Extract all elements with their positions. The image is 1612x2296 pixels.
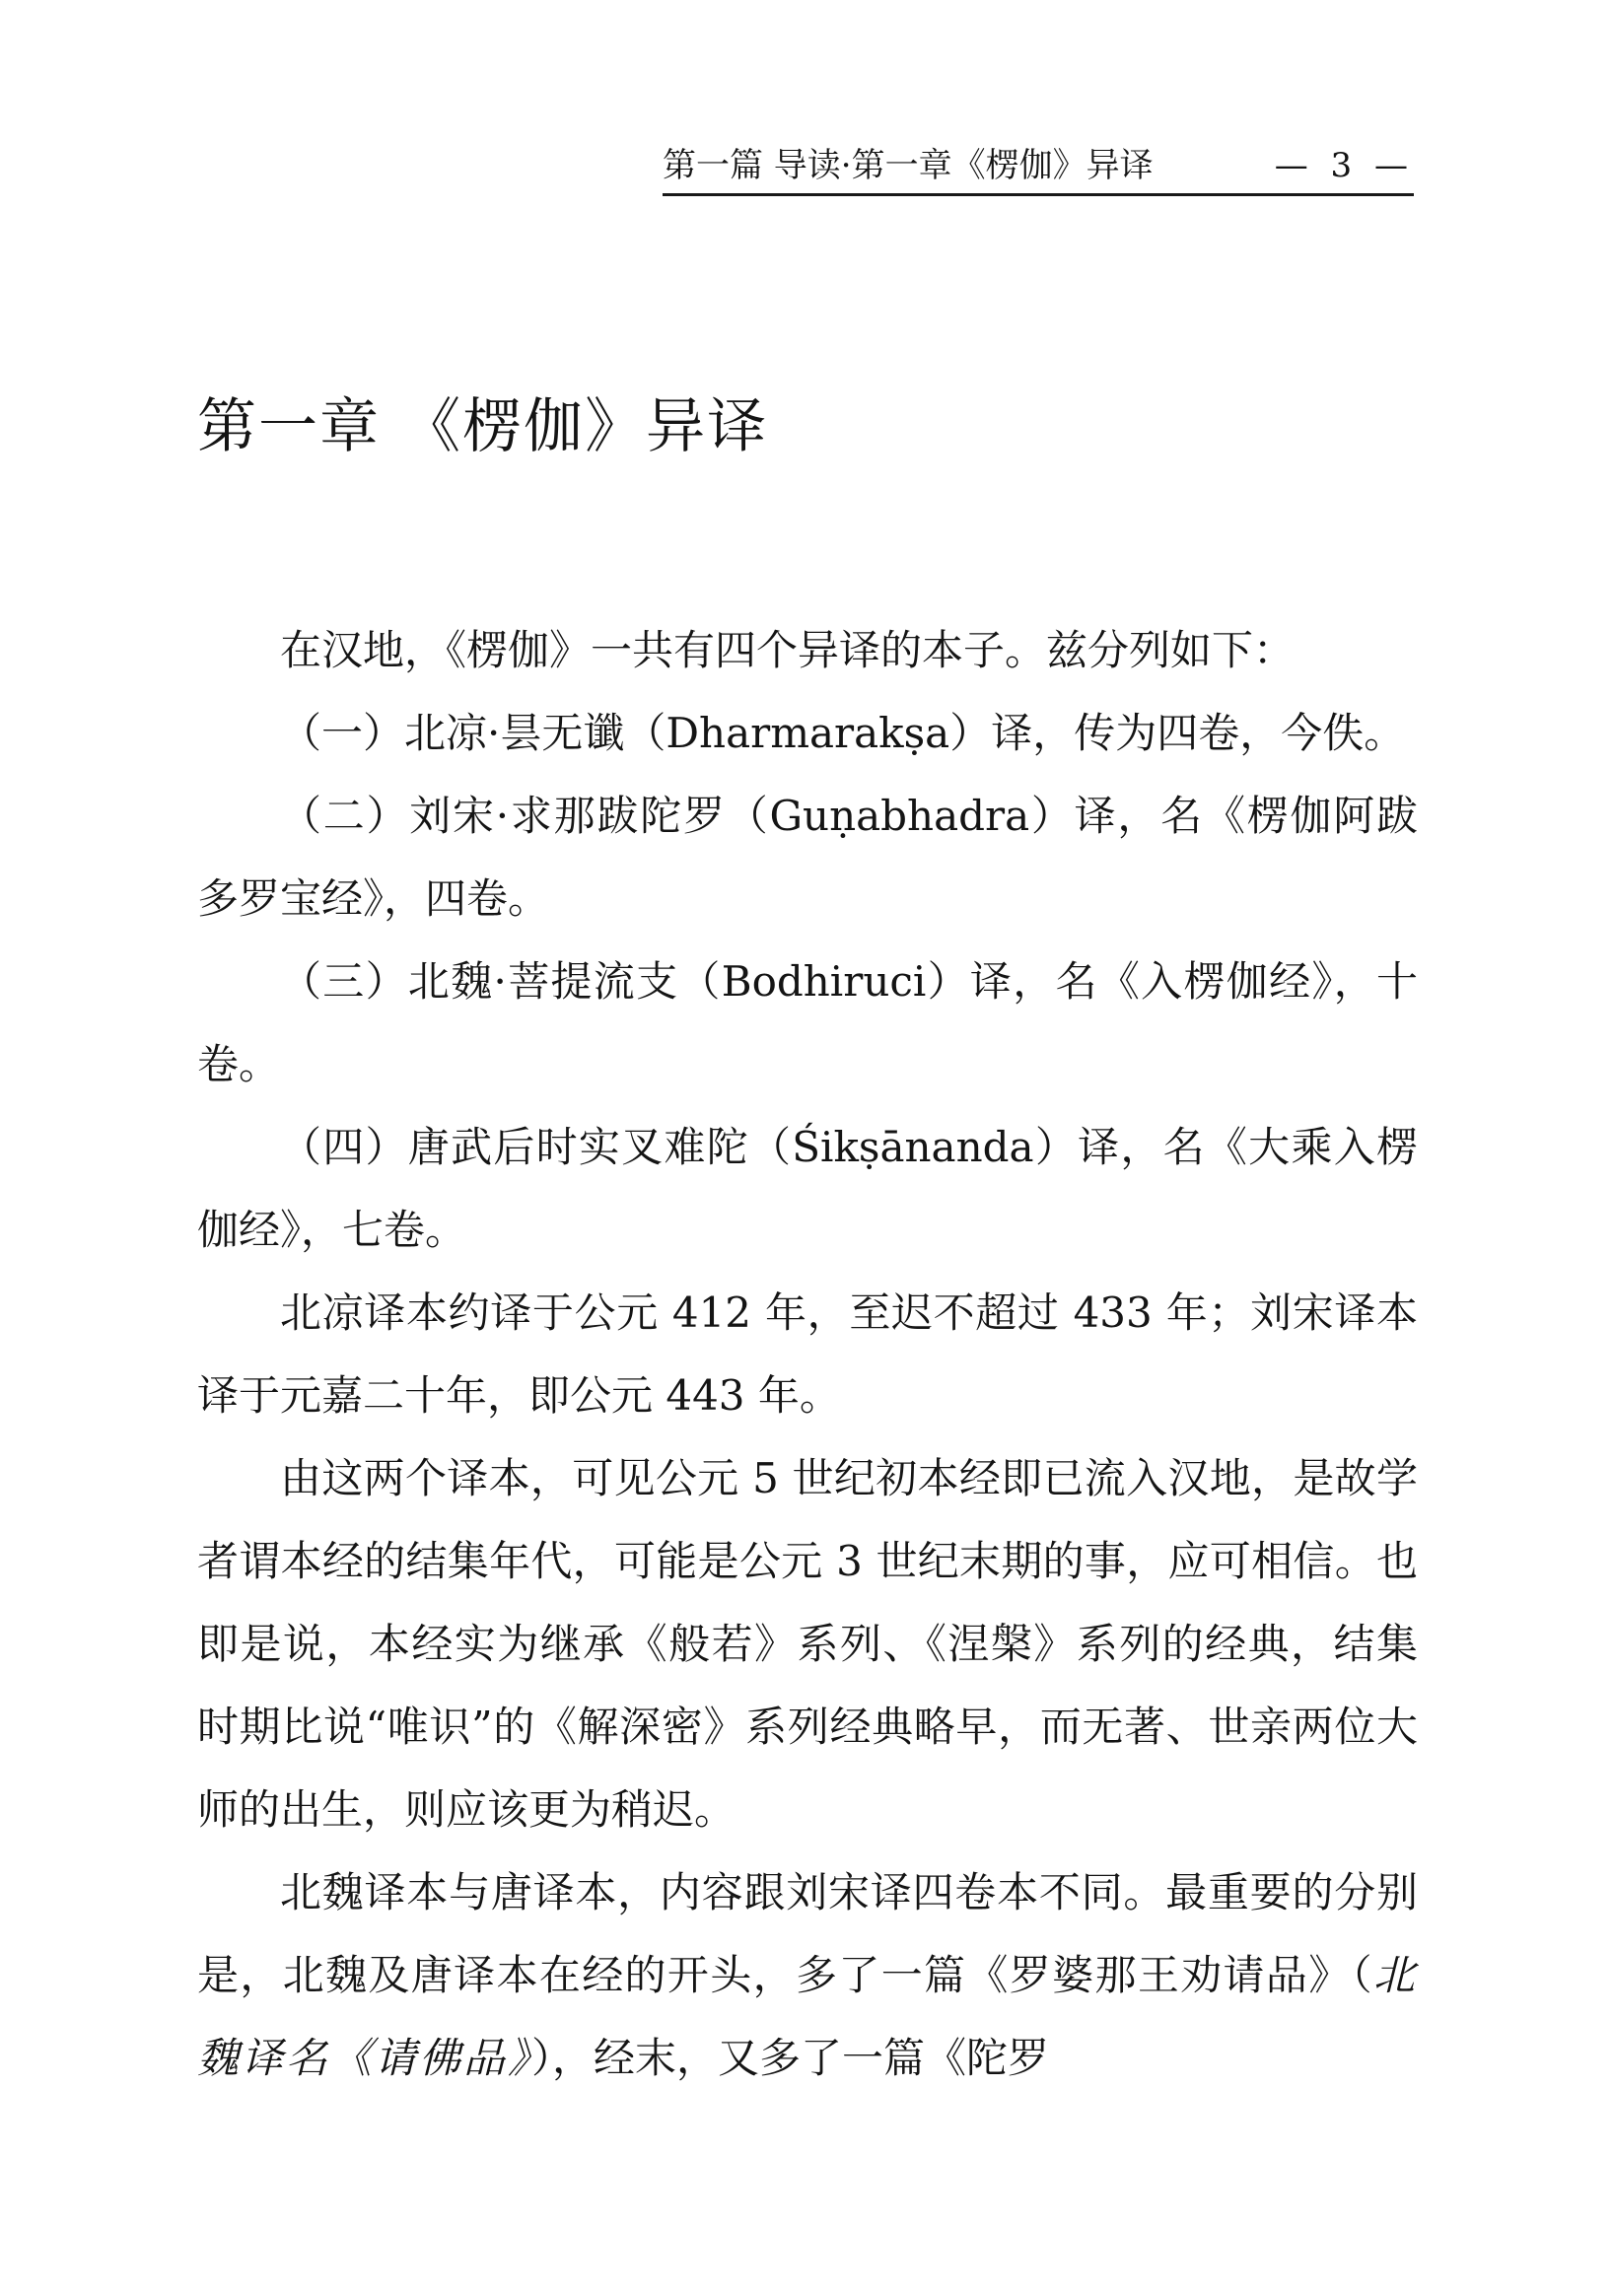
paragraph-intro: 在汉地，《楞伽》一共有四个异译的本子。兹分列如下： xyxy=(280,626,1296,674)
paragraph-translation-4: （四）唐武后时实叉难陀（Śikṣānanda）译，名《大乘入楞伽经》，七卷。 xyxy=(197,1123,1418,1254)
paragraph-dates: 北凉译本约译于公元 412 年，至迟不超过 433 年；刘宋译本译于元嘉二十年，即公元 443 年。 xyxy=(197,1288,1418,1420)
inline-note: 北魏译名《请佛品》 xyxy=(197,1951,1418,2082)
paragraph-translation-3: （三）北魏·菩提流支（Bodhiruci）译，名《入楞伽经》，十卷。 xyxy=(197,957,1418,1088)
running-header xyxy=(663,144,1414,196)
paragraph-differences xyxy=(197,1851,1418,2100)
paragraph-translation-2: （二）刘宋·求那跋陀罗（Guṇabhadra）译，名《楞伽阿跋多罗宝经》，四卷。 xyxy=(197,792,1418,923)
chapter-title: 第一章 《楞伽》异译 xyxy=(197,392,769,461)
differences-text-end: ），经末，又多了一篇《陀罗 xyxy=(531,2034,1050,2082)
page-number: — 3 — xyxy=(1274,146,1414,185)
differences-text-start: 北魏译本与唐译本，内容跟刘宋译四卷本不同。最重要的分别是，北魏及唐译本在经的开头，多了一篇《罗婆那王劝请品》（ xyxy=(197,1868,1418,1999)
paragraph-dating-discussion: 由这两个译本，可见公元 5 世纪初本经即已流入汉地，是故学者谓本经的结集年代，可能是公元 3 世纪末期的事，应可相信。也即是说，本经实为继承《般若》系列、《涅槃》系列的经典，结集时期比说“唯识”的《解深密》系列经典略早，而无著、世亲两位大师的出生，则应该更为稍迟。 xyxy=(197,1454,1418,1834)
paragraph-translation-1: （一）北凉·昙无谶（Dharmarakṣa）译，传为四卷，今佚。 xyxy=(280,709,1406,757)
running-header-title: 第一篇 导读·第一章《楞伽》异译 xyxy=(663,146,1154,185)
body-text xyxy=(197,609,1418,2100)
